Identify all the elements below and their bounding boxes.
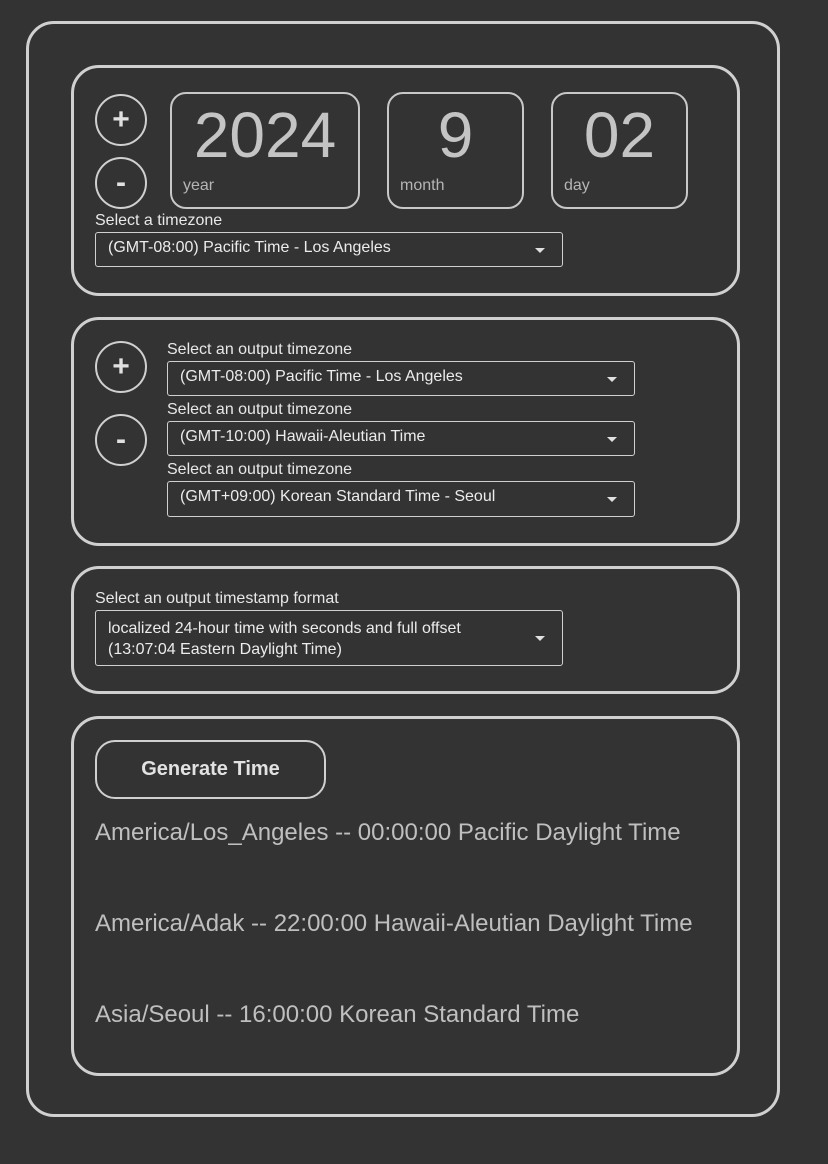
decrement-date-button[interactable] — [95, 157, 147, 209]
output-timezone-label: Select an output timezone — [167, 401, 353, 418]
format-select-value-line1: localized 24-hour time with seconds and full offset — [108, 620, 461, 637]
result-item: America/Adak -- 22:00:00 Hawaii-Aleutian Daylight Time — [95, 910, 693, 937]
output-timezone-select-value: (GMT+09:00) Korean Standard Time - Seoul — [180, 488, 496, 505]
increment-date-button[interactable] — [95, 94, 147, 146]
output-timezone-select-value: (GMT-10:00) Hawaii-Aleutian Time — [180, 428, 426, 445]
remove-output-timezone-button[interactable] — [95, 414, 147, 466]
output-timezone-select[interactable] — [167, 421, 635, 456]
timezone-label: Select a timezone — [95, 212, 223, 229]
minus-icon: - — [116, 166, 126, 199]
result-item: Asia/Seoul -- 16:00:00 Korean Standard Time — [95, 1001, 580, 1028]
year-label: year — [183, 177, 215, 194]
day-label: day — [564, 177, 590, 194]
year-value: 2024 — [193, 99, 337, 171]
format-select-value-line2: (13:07:04 Eastern Daylight Time) — [108, 641, 342, 658]
format-select-value — [108, 618, 461, 660]
dropdown-arrow-icon — [607, 437, 617, 442]
output-timezone-select-value: (GMT-08:00) Pacific Time - Los Angeles — [180, 368, 463, 385]
output-timezone-label: Select an output timezone — [167, 461, 353, 478]
generate-time-button[interactable]: Generate Time — [95, 740, 326, 799]
output-timezone-select[interactable] — [167, 361, 635, 396]
month-input[interactable] — [387, 92, 524, 209]
format-label: Select an output timestamp format — [95, 590, 339, 607]
plus-icon: + — [112, 103, 130, 136]
output-timezone-select[interactable] — [167, 481, 635, 517]
add-output-timezone-button[interactable] — [95, 341, 147, 393]
year-input[interactable] — [170, 92, 360, 209]
day-input[interactable] — [551, 92, 688, 209]
dropdown-arrow-icon — [607, 377, 617, 382]
month-value: 9 — [437, 99, 474, 171]
output-timezone-label: Select an output timezone — [167, 341, 353, 358]
dropdown-arrow-icon — [535, 248, 545, 253]
month-label: month — [400, 177, 445, 194]
result-item: America/Los_Angeles -- 00:00:00 Pacific Daylight Time — [95, 819, 681, 846]
format-select[interactable] — [95, 610, 563, 666]
timezone-select-value: (GMT-08:00) Pacific Time - Los Angeles — [108, 239, 391, 256]
day-value: 02 — [583, 99, 656, 171]
minus-icon: - — [116, 423, 126, 456]
dropdown-arrow-icon — [535, 636, 545, 641]
dropdown-arrow-icon — [607, 497, 617, 502]
plus-icon: + — [112, 350, 130, 383]
timezone-select[interactable] — [95, 232, 563, 267]
